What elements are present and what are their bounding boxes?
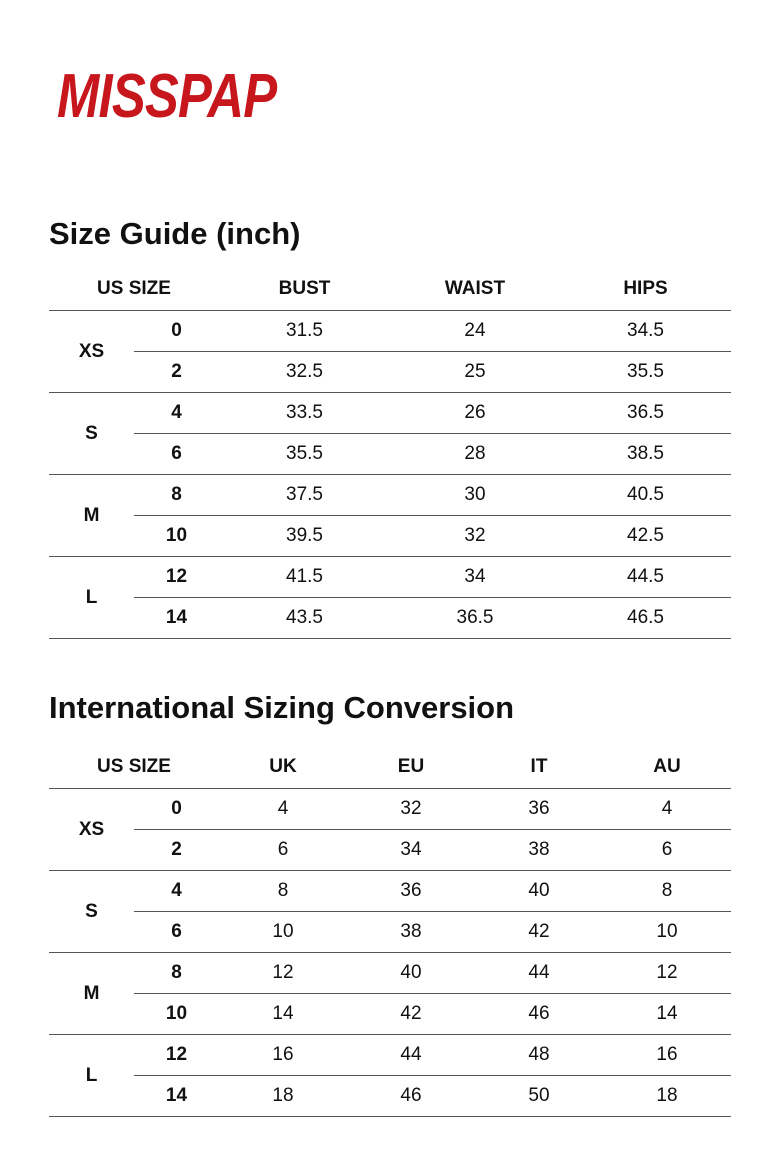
size-group-label: S <box>49 871 134 953</box>
measurement-cell: 42.5 <box>560 516 731 557</box>
size-guide-table <box>49 268 731 639</box>
measurement-cell: 32.5 <box>219 352 390 393</box>
measurement-cell: 26 <box>390 393 560 434</box>
measurement-cell: 44 <box>475 953 603 994</box>
measurement-cell: 36.5 <box>560 393 731 434</box>
header-au: AU <box>603 746 731 789</box>
us-size-cell: 6 <box>134 434 219 475</box>
measurement-cell: 14 <box>603 994 731 1035</box>
measurement-cell: 38 <box>347 912 475 953</box>
us-size-cell: 14 <box>134 1076 219 1117</box>
table-row <box>49 516 731 557</box>
us-size-cell: 2 <box>134 352 219 393</box>
size-group-label: S <box>49 393 134 475</box>
header-us-size: US SIZE <box>49 268 219 311</box>
measurement-cell: 32 <box>347 789 475 830</box>
measurement-cell: 4 <box>603 789 731 830</box>
us-size-cell: 8 <box>134 953 219 994</box>
measurement-cell: 48 <box>475 1035 603 1076</box>
size-group-label: L <box>49 1035 134 1117</box>
measurement-cell: 18 <box>603 1076 731 1117</box>
measurement-cell: 40 <box>347 953 475 994</box>
us-size-cell: 10 <box>134 516 219 557</box>
size-group-label: M <box>49 475 134 557</box>
header-uk: UK <box>219 746 347 789</box>
us-size-cell: 12 <box>134 557 219 598</box>
size-group-label: XS <box>49 311 134 393</box>
measurement-cell: 12 <box>603 953 731 994</box>
measurement-cell: 33.5 <box>219 393 390 434</box>
table-row <box>49 393 731 434</box>
table-row <box>49 352 731 393</box>
size-group-label: XS <box>49 789 134 871</box>
table-row <box>49 557 731 598</box>
measurement-cell: 39.5 <box>219 516 390 557</box>
table-row <box>49 953 731 994</box>
measurement-cell: 36 <box>475 789 603 830</box>
measurement-cell: 36.5 <box>390 598 560 639</box>
measurement-cell: 31.5 <box>219 311 390 352</box>
measurement-cell: 16 <box>603 1035 731 1076</box>
measurement-cell: 42 <box>475 912 603 953</box>
table-row <box>49 830 731 871</box>
us-size-cell: 4 <box>134 871 219 912</box>
measurement-cell: 41.5 <box>219 557 390 598</box>
measurement-cell: 44.5 <box>560 557 731 598</box>
brand-logo: MISSPAP <box>57 62 277 131</box>
measurement-cell: 24 <box>390 311 560 352</box>
table-row <box>49 434 731 475</box>
measurement-cell: 8 <box>603 871 731 912</box>
measurement-cell: 50 <box>475 1076 603 1117</box>
table-row <box>49 598 731 639</box>
conversion-table <box>49 746 731 1117</box>
header-it: IT <box>475 746 603 789</box>
size-guide-header-row <box>49 268 731 311</box>
measurement-cell: 6 <box>603 830 731 871</box>
header-waist: WAIST <box>390 268 560 311</box>
table-row <box>49 994 731 1035</box>
measurement-cell: 43.5 <box>219 598 390 639</box>
us-size-cell: 4 <box>134 393 219 434</box>
us-size-cell: 0 <box>134 789 219 830</box>
measurement-cell: 38.5 <box>560 434 731 475</box>
measurement-cell: 6 <box>219 830 347 871</box>
measurement-cell: 37.5 <box>219 475 390 516</box>
table-row <box>49 912 731 953</box>
measurement-cell: 32 <box>390 516 560 557</box>
measurement-cell: 25 <box>390 352 560 393</box>
measurement-cell: 34 <box>390 557 560 598</box>
header-bust: BUST <box>219 268 390 311</box>
size-guide-body <box>49 311 731 639</box>
measurement-cell: 34 <box>347 830 475 871</box>
header-us-size: US SIZE <box>49 746 219 789</box>
measurement-cell: 28 <box>390 434 560 475</box>
size-group-label: L <box>49 557 134 639</box>
measurement-cell: 38 <box>475 830 603 871</box>
us-size-cell: 6 <box>134 912 219 953</box>
table-row <box>49 311 731 352</box>
conversion-title: International Sizing Conversion <box>49 690 515 725</box>
measurement-cell: 16 <box>219 1035 347 1076</box>
table-row <box>49 1076 731 1117</box>
measurement-cell: 10 <box>603 912 731 953</box>
table-row <box>49 475 731 516</box>
measurement-cell: 42 <box>347 994 475 1035</box>
header-eu: EU <box>347 746 475 789</box>
measurement-cell: 8 <box>219 871 347 912</box>
table-row <box>49 871 731 912</box>
measurement-cell: 46.5 <box>560 598 731 639</box>
measurement-cell: 34.5 <box>560 311 731 352</box>
us-size-cell: 8 <box>134 475 219 516</box>
us-size-cell: 14 <box>134 598 219 639</box>
measurement-cell: 36 <box>347 871 475 912</box>
measurement-cell: 4 <box>219 789 347 830</box>
us-size-cell: 2 <box>134 830 219 871</box>
measurement-cell: 40.5 <box>560 475 731 516</box>
size-group-label: M <box>49 953 134 1035</box>
measurement-cell: 18 <box>219 1076 347 1117</box>
measurement-cell: 12 <box>219 953 347 994</box>
measurement-cell: 40 <box>475 871 603 912</box>
measurement-cell: 35.5 <box>219 434 390 475</box>
measurement-cell: 14 <box>219 994 347 1035</box>
measurement-cell: 46 <box>475 994 603 1035</box>
measurement-cell: 35.5 <box>560 352 731 393</box>
measurement-cell: 10 <box>219 912 347 953</box>
table-row <box>49 1035 731 1076</box>
measurement-cell: 46 <box>347 1076 475 1117</box>
us-size-cell: 0 <box>134 311 219 352</box>
header-hips: HIPS <box>560 268 731 311</box>
us-size-cell: 10 <box>134 994 219 1035</box>
measurement-cell: 44 <box>347 1035 475 1076</box>
measurement-cell: 30 <box>390 475 560 516</box>
us-size-cell: 12 <box>134 1035 219 1076</box>
table-row <box>49 789 731 830</box>
conversion-header-row <box>49 746 731 789</box>
size-guide-title: Size Guide (inch) <box>49 216 301 251</box>
conversion-body <box>49 789 731 1117</box>
